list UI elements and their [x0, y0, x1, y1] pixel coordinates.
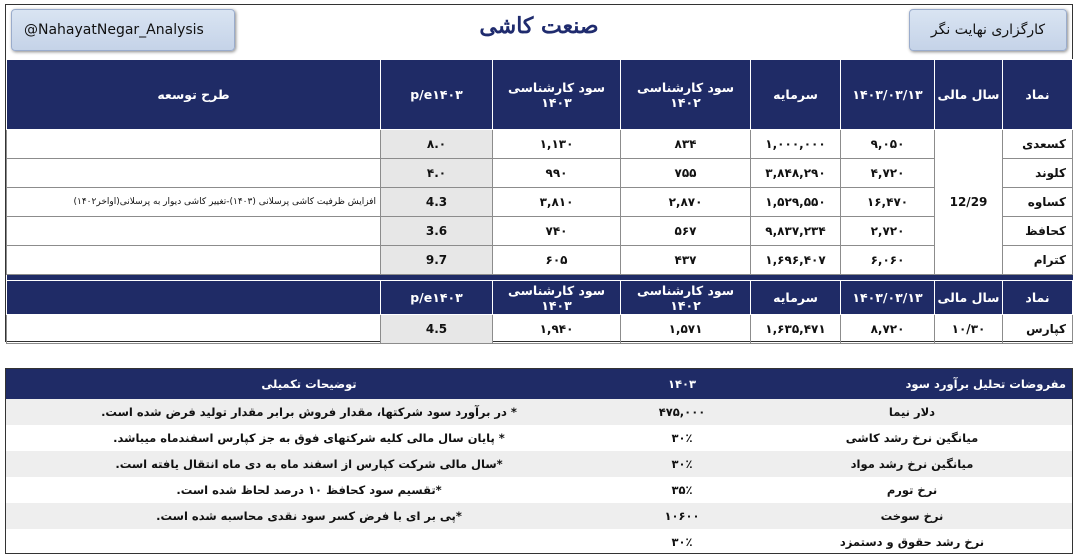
header-symbol: نماد — [1003, 281, 1073, 315]
valuation-panel — [5, 4, 1073, 342]
table-row — [7, 159, 1073, 188]
assumption-label: نرخ تورم — [886, 483, 938, 497]
price-cell: ۶,۰۶۰ — [841, 246, 935, 275]
pe-cell: 9.7 — [381, 246, 493, 275]
table-row — [7, 246, 1073, 275]
pe-cell: ۴.۰ — [381, 159, 493, 188]
fiscal-year-cell: 12/29 — [935, 130, 1003, 275]
capital-cell: ۱,۶۳۵,۴۷۱ — [751, 315, 841, 344]
valuation-table — [6, 59, 1073, 344]
header-assumptions: مفروضات تحلیل برآورد سود — [752, 369, 1072, 399]
eps-1402-cell: ۱,۵۷۱ — [621, 315, 751, 344]
author-handle-box: @NahayatNegar_Analysis — [11, 9, 235, 51]
eps-1402-cell: ۴۳۷ — [621, 246, 751, 275]
header-eps-1403: سود کارشناسی ۱۴۰۳ — [493, 281, 621, 315]
assumptions-header — [6, 369, 1072, 399]
header-year: ۱۴۰۳ — [612, 369, 752, 399]
company-box: کارگزاری نهایت نگر — [909, 9, 1067, 51]
header-capital: سرمایه — [751, 281, 841, 315]
symbol-cell: کسعدی — [1003, 130, 1073, 159]
header-price-date: ۱۴۰۳/۰۳/۱۳ — [841, 281, 935, 315]
assumption-label: دلار نیما — [752, 399, 1072, 425]
header-eps-1403: سود کارشناسی ۱۴۰۳ — [493, 60, 621, 130]
symbol-cell: کلوند — [1003, 159, 1073, 188]
eps-1402-cell: ۲,۸۷۰ — [621, 188, 751, 217]
assumption-label: نرخ رشد حقوق و دستمزد — [839, 535, 985, 549]
eps-1403-cell: ۱,۱۳۰ — [493, 130, 621, 159]
header-symbol: نماد — [1003, 60, 1073, 130]
assumption-note: * پایان سال مالی کلیه شرکتهای فوق به جز کپارس اسفندماه میباشد. — [113, 431, 505, 445]
capital-cell: ۱,۶۹۶,۴۰۷ — [751, 246, 841, 275]
plan-cell — [7, 159, 381, 188]
header-price-date: ۱۴۰۳/۰۳/۱۳ — [841, 60, 935, 130]
assumption-value: ۴۷۵,۰۰۰ — [612, 399, 752, 425]
capital-cell: ۱,۰۰۰,۰۰۰ — [751, 130, 841, 159]
assumption-label: میانگین نرخ رشد کاشی — [845, 431, 979, 445]
plan-cell — [7, 130, 381, 159]
header-plan: طرح توسعه — [7, 60, 381, 130]
table-row — [7, 217, 1073, 246]
header-fiscal-year: سال مالی — [935, 60, 1003, 130]
table-row — [7, 315, 1073, 344]
pe-cell: ۸.۰ — [381, 130, 493, 159]
assumption-value: ۳۰٪ — [612, 451, 752, 477]
assumption-value: ۳۰٪ — [671, 431, 693, 445]
plan-cell — [7, 217, 381, 246]
page-title: صنعت کاشی — [479, 13, 599, 39]
pe-cell: 4.5 — [381, 315, 493, 344]
price-cell: ۲,۷۲۰ — [841, 217, 935, 246]
header-pe-1403: p/e۱۴۰۳ — [381, 60, 493, 130]
assumption-label: نرخ سوخت — [752, 503, 1072, 529]
header-eps-1402: سود کارشناسی ۱۴۰۲ — [621, 281, 751, 315]
header-pe-1403: p/e۱۴۰۳ — [381, 281, 493, 315]
assumption-note: *پی بر ای با فرض کسر سود نقدی محاسبه شده است. — [6, 503, 612, 529]
fiscal-year-cell: ۱۰/۳۰ — [935, 315, 1003, 344]
capital-cell: ۹,۸۳۷,۲۳۴ — [751, 217, 841, 246]
capital-cell: ۱,۵۲۹,۵۵۰ — [751, 188, 841, 217]
pe-cell: 4.3 — [381, 188, 493, 217]
assumption-value: ۳۵٪ — [671, 483, 693, 497]
header-eps-1402: سود کارشناسی ۱۴۰۲ — [621, 60, 751, 130]
eps-1403-cell: ۳,۸۱۰ — [493, 188, 621, 217]
table-row — [7, 188, 1073, 217]
list-item — [6, 451, 1072, 477]
header-notes: توضیحات تکمیلی — [6, 369, 612, 399]
assumption-note: * در برآورد سود شرکتها، مقدار فروش برابر مقدار تولید فرض شده است. — [6, 399, 612, 425]
header-fiscal-year: سال مالی — [935, 281, 1003, 315]
assumption-note: *سال مالی شرکت کپارس از اسفند ماه به دی ماه انتقال یافته است. — [6, 451, 612, 477]
plan-cell — [7, 246, 381, 275]
plan-cell — [7, 315, 381, 344]
eps-1402-cell: ۵۶۷ — [621, 217, 751, 246]
eps-1403-cell: ۹۹۰ — [493, 159, 621, 188]
eps-1403-cell: ۶۰۵ — [493, 246, 621, 275]
price-cell: ۱۶,۴۷۰ — [841, 188, 935, 217]
symbol-cell: کترام — [1003, 246, 1073, 275]
symbol-cell: کپارس — [1003, 315, 1073, 344]
assumption-label: میانگین نرخ رشد مواد — [752, 451, 1072, 477]
table-header-2 — [7, 281, 1073, 315]
price-cell: ۴,۷۲۰ — [841, 159, 935, 188]
list-item — [6, 503, 1072, 529]
list-item — [6, 399, 1072, 425]
assumptions-panel — [5, 368, 1073, 554]
symbol-cell: کحافظ — [1003, 217, 1073, 246]
list-item — [6, 477, 1072, 503]
header-capital: سرمایه — [751, 60, 841, 130]
price-cell: ۹,۰۵۰ — [841, 130, 935, 159]
header-plan-empty — [7, 281, 381, 315]
eps-1402-cell: ۸۳۴ — [621, 130, 751, 159]
price-cell: ۸,۷۲۰ — [841, 315, 935, 344]
eps-1402-cell: ۷۵۵ — [621, 159, 751, 188]
capital-cell: ۳,۸۴۸,۲۹۰ — [751, 159, 841, 188]
assumption-note: *تقسیم سود کحافظ ۱۰ درصد لحاظ شده است. — [176, 483, 442, 497]
pe-cell: 3.6 — [381, 217, 493, 246]
assumption-value: ۳۰٪ — [671, 535, 693, 549]
assumption-value: ۱۰۶۰۰ — [612, 503, 752, 529]
assumptions-table — [6, 369, 1072, 555]
assumption-note — [6, 529, 612, 555]
eps-1403-cell: ۱,۹۴۰ — [493, 315, 621, 344]
eps-1403-cell: ۷۴۰ — [493, 217, 621, 246]
table-row — [7, 130, 1073, 159]
symbol-cell: کساوه — [1003, 188, 1073, 217]
list-item — [6, 529, 1072, 555]
list-item — [6, 425, 1072, 451]
table-header — [7, 60, 1073, 130]
plan-cell: افزایش ظرفیت کاشی پرسلانی (۱۴۰۳)-تغییر کاشی دیوار به پرسلانی(اواخر۱۴۰۲) — [7, 188, 381, 217]
